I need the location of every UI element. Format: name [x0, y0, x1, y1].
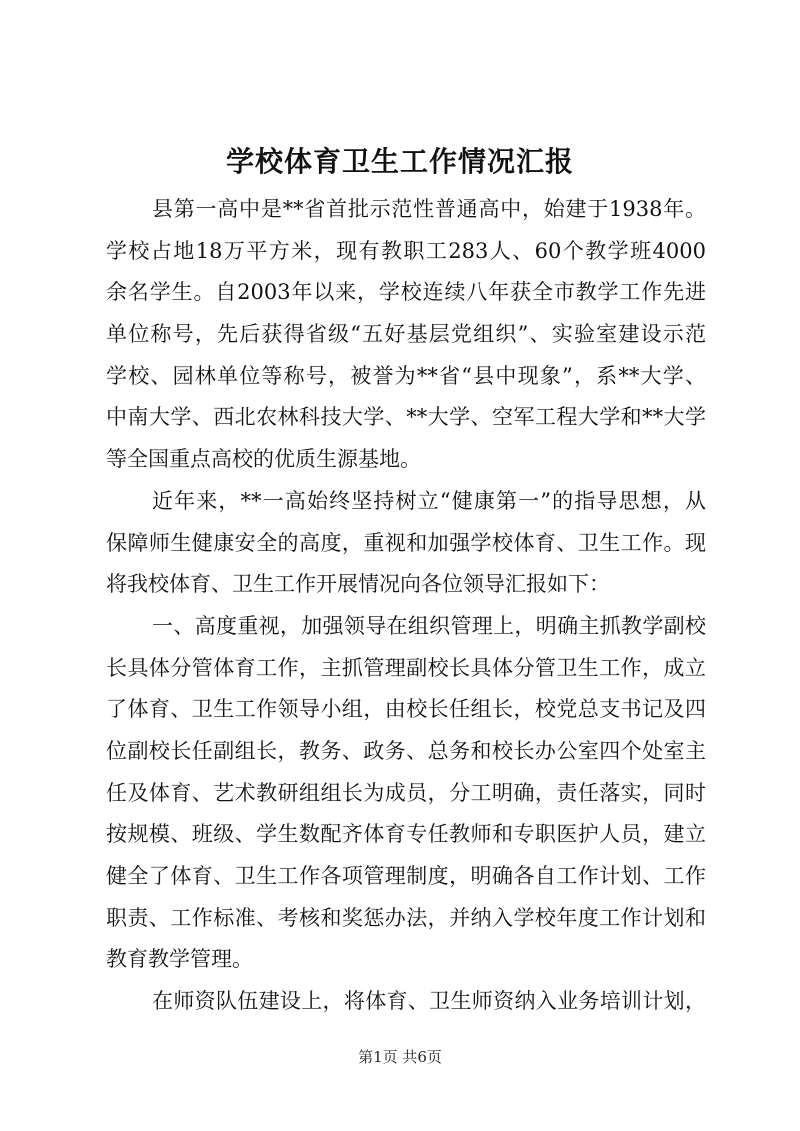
body-line: 学校占地18万平方米，现有教职工283人、60个教学班4000 [106, 238, 706, 263]
body-line: 等全国重点高校的优质生源基地。 [106, 447, 421, 472]
body-line: 县第一高中是**省首批示范性普通高中，始建于1938年。 [152, 197, 706, 221]
body-line: 余名学生。自2003年以来，学校连续八年获全市教学工作先进 [106, 280, 706, 305]
body-line: 职责、工作标准、考核和奖惩办法，并纳入学校年度工作计划和 [106, 905, 706, 930]
body-line: 长具体分管体育工作，主抓管理副校长具体分管卫生工作，成立 [106, 655, 706, 680]
body-line: 单位称号，先后获得省级“五好基层党组织”、实验室建设示范 [106, 322, 706, 347]
body-line: 在师资队伍建设上，将体育、卫生师资纳入业务培训计划， [152, 989, 706, 1014]
page-footer: 第1页 共6页 [358, 1048, 442, 1066]
body-line: 将我校体育、卫生工作开展情况向各位领导汇报如下： [106, 572, 610, 597]
body-line: 按规模、班级、学生数配齐体育专任教师和专职医护人员，建立 [106, 822, 706, 847]
body-line: 保障师生健康安全的高度，重视和加强学校体育、卫生工作。现 [106, 530, 706, 555]
body-line: 中南大学、西北农林科技大学、**大学、空军工程大学和**大学 [106, 405, 706, 430]
body-line: 位副校长任副组长，教务、政务、总务和校长办公室四个处室主 [106, 738, 706, 763]
body-line: 了体育、卫生工作领导小组，由校长任组长，校党总支书记及四 [106, 697, 706, 722]
body-line: 健全了体育、卫生工作各项管理制度，明确各自工作计划、工作 [106, 864, 706, 888]
body-line: 学校、园林单位等称号，被誉为**省“县中现象”，系**大学、 [106, 363, 706, 388]
body-line: 任及体育、艺术教研组组长为成员，分工明确，责任落实，同时 [106, 780, 706, 805]
document-body [106, 189, 706, 1023]
body-line: 近年来，**一高始终坚持树立“健康第一”的指导思想，从 [152, 488, 706, 513]
body-line: 一、高度重视，加强领导在组织管理上，明确主抓教学副校 [152, 613, 706, 638]
document-title: 学校体育卫生工作情况汇报 [225, 145, 574, 178]
body-line: 教育教学管理。 [106, 947, 253, 972]
